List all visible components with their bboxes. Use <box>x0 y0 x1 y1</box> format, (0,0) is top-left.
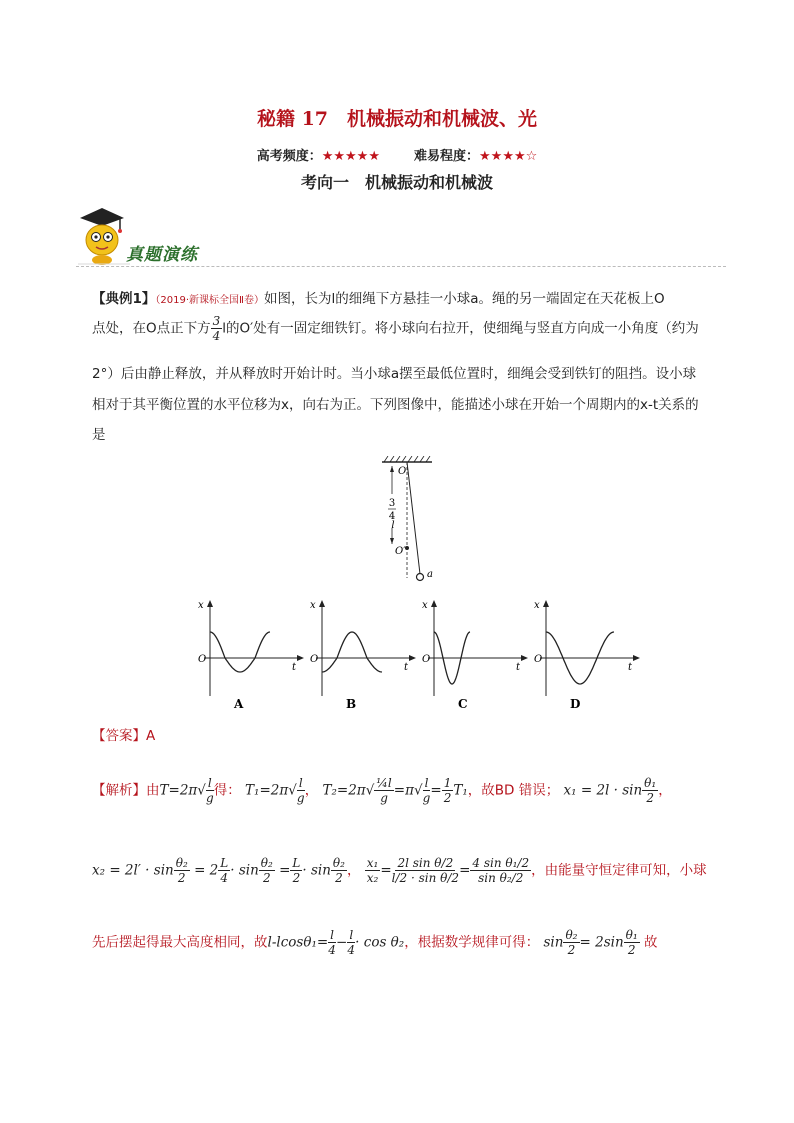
page-title: 秘籍 17 机械振动和机械波、光 <box>256 108 538 130</box>
freq-stars: ★★★★★ <box>321 149 380 164</box>
pivot-label: O <box>398 466 407 477</box>
graph-x-label: x <box>310 600 316 611</box>
difficulty-label: 难易程度： <box>414 149 480 164</box>
graph-x-label: x <box>534 600 540 611</box>
graph-origin-label: O <box>310 654 319 665</box>
nail-dot <box>405 546 409 550</box>
difficulty-stars: ★★★★☆ <box>479 149 538 164</box>
nail-label: O′ <box>395 546 406 557</box>
length-den: 4 <box>388 511 396 522</box>
graph-curve <box>322 632 382 672</box>
graph-origin-label: O <box>534 654 543 665</box>
length-l: l <box>391 520 395 531</box>
graph-origin-label: O <box>198 654 207 665</box>
pendulum-figure <box>370 456 450 586</box>
graph-option-label: B <box>346 697 357 711</box>
graph-t-label: t <box>292 662 297 673</box>
ball-a <box>417 574 424 581</box>
section-banner-text: 真题演练 <box>126 245 198 265</box>
graph-t-label: t <box>516 662 521 673</box>
graph-option-label: A <box>234 697 244 711</box>
graph-t-label: t <box>628 662 633 673</box>
question-text-2b: l的O′处有一固定细铁钉。将小球向右拉开，使细绳与竖直方向成一小角度（约为 <box>222 320 699 337</box>
mascot-icon <box>76 206 132 272</box>
banner-divider <box>76 266 726 267</box>
graph-option-label: C <box>458 697 468 711</box>
fraction-three-quarters: $\frac{3}{4}$ <box>212 314 221 343</box>
answer-line: 【答案】A <box>92 728 156 744</box>
graph-t-label: t <box>404 662 409 673</box>
graph-x-label: x <box>422 600 428 611</box>
question-source: （2019·新课标全国Ⅱ卷） <box>155 295 264 306</box>
question-line-3: 2°）后由静止释放，并从释放时开始计时。当小球a摆至最低位置时，细绳会受到铁钉的阻挡。设小球 <box>92 366 697 382</box>
xt-graphs <box>190 596 640 716</box>
question-line-5: 是 <box>92 427 106 443</box>
length-num: 3 <box>388 498 396 509</box>
graph-option-label: D <box>570 697 581 711</box>
question-tag: 【典例1】 <box>92 291 156 307</box>
graph-curve <box>210 632 270 672</box>
rating-line <box>0 145 794 164</box>
analysis-line-3: 先后摆起得最大高度相同，故l-lcosθ₁= $\frac{l}{4}$ − $\frac{l}{4}$ · cos θ₂，根据数学规律可得： sin $\frac{\text{θ₂}}{2}$ = 2sin $\frac{\text{θ₁}}{2}$ 故 <box>92 928 658 957</box>
analysis-line-1: 【解析】由T=2π√ $\frac{l}{g}$ 得： T₁=2π√ $\frac{l}{g}$ ， T₂=2π√ $\frac{\text{¼l}}{g}$ =π√ $\frac{l}{g}$ = $\frac{1}{2}$ T₁，故BD 错误； x₁ = 2l · sin $\frac{\text{θ₁}}{2}$ ， <box>92 776 672 805</box>
string-line <box>407 462 420 574</box>
graph-x-label: x <box>198 600 204 611</box>
ball-label: a <box>427 569 433 580</box>
question-text-1: 如图，长为l的细绳下方悬挂一小球a。绳的另一端固定在天花板上O <box>263 291 665 307</box>
question-line-1 <box>92 286 732 314</box>
analysis-line-2: x₂ = 2l′ · sin $\frac{\text{θ₂}}{2}$ = 2 $\frac{L}{4}$ · sin $\frac{\text{θ₂}}{2}$ = $\frac{L}{2}$ · sin $\frac{\text{θ₂}}{2}$ ， $\frac{\text{x₁}}{\text{x₂}}$ = $\frac{\text{2l sin θ/2}}{\text{l/2 · sin θ/2}}$ = $\frac{\text{4 sin θ₁/2}}{\text{sin θ₂/2}}$ ，由能量守恒定律可知，小球 <box>92 856 707 885</box>
question-text-2a: 点处，在O点正下方 <box>92 320 211 337</box>
question-line-4: 相对于其平衡位置的水平位移为x，向右为正。下列图像中，能描述小球在开始一个周期内的x-t关系的 <box>92 397 699 413</box>
question-line-2 <box>92 314 732 343</box>
freq-label: 高考频度： <box>256 149 322 164</box>
graph-origin-label: O <box>422 654 431 665</box>
section-subtitle: 考向一 机械振动和机械波 <box>300 173 493 192</box>
